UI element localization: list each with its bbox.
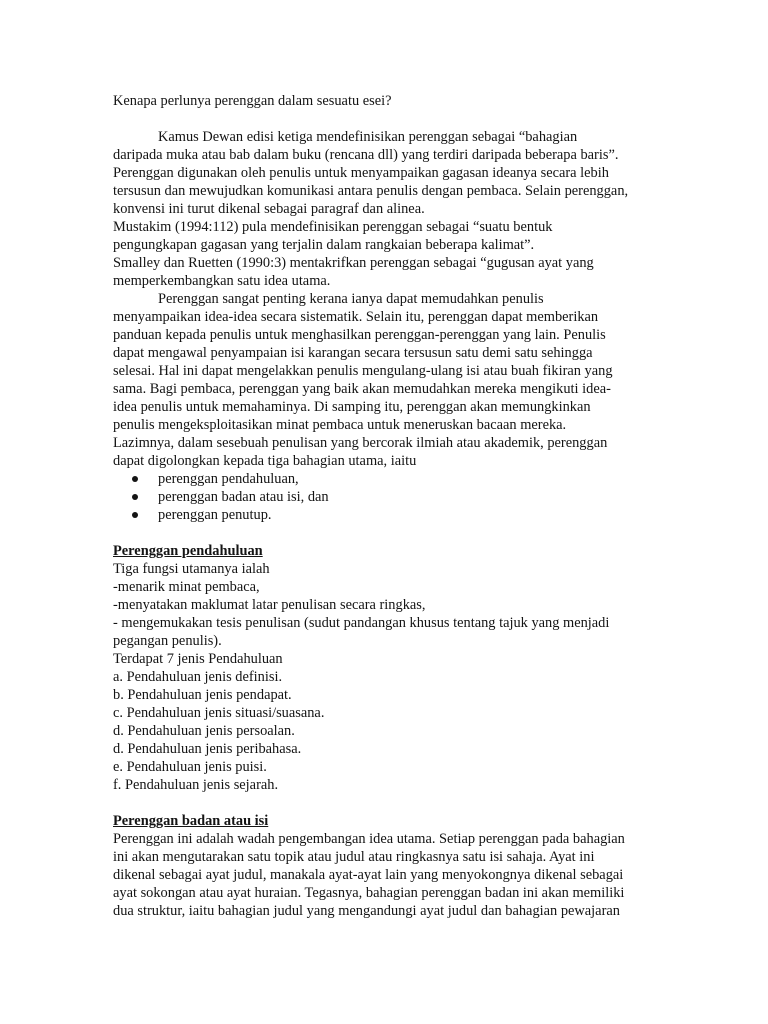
bullet-text: perenggan pendahuluan, xyxy=(158,471,299,487)
importance-line: penulis mengeksploitasikan minat pembaca untuk meneruskan bacaan mereka. xyxy=(113,417,567,433)
importance-paragraph xyxy=(113,290,673,470)
section-line: Tiga fungsi utamanya ialah xyxy=(113,561,270,577)
intro-line: Smalley dan Ruetten (1990:3) mentakrifkan perenggan sebagai “gugusan ayat yang xyxy=(113,255,594,271)
intro-paragraph xyxy=(113,128,673,290)
intro-line: Mustakim (1994:112) pula mendefinisikan perenggan sebagai “suatu bentuk xyxy=(113,219,553,235)
document-body xyxy=(113,92,673,920)
section-line: Perenggan ini adalah wadah pengembangan idea utama. Setiap perenggan pada bahagian xyxy=(113,831,625,847)
bullet-text: perenggan badan atau isi, dan xyxy=(158,489,329,505)
intro-line: tersusun dan mewujudkan komunikasi antara penulis dengan pembaca. Selain perenggan, xyxy=(113,183,629,199)
section-heading: Perenggan pendahuluan xyxy=(113,543,263,559)
importance-line: Lazimnya, dalam sesebuah penulisan yang bercorak ilmiah atau akademik, perenggan xyxy=(113,435,608,451)
blank-line xyxy=(113,524,673,542)
section-line: c. Pendahuluan jenis situasi/suasana. xyxy=(113,705,325,721)
section-line: - mengemukakan tesis penulisan (sudut pandangan khusus tentang tajuk yang menjadi xyxy=(113,615,610,631)
section-line: f. Pendahuluan jenis sejarah. xyxy=(113,777,279,793)
section-line: e. Pendahuluan jenis puisi. xyxy=(113,759,267,775)
importance-line: selesai. Hal ini dapat mengelakkan penulis mengulang-ulang isi atau buah fikiran yang xyxy=(113,363,613,379)
intro-line: memperkembangkan satu idea utama. xyxy=(113,273,331,289)
section-line: d. Pendahuluan jenis persoalan. xyxy=(113,723,295,739)
section-line: dikenal sebagai ayat judul, manakala ayat-ayat lain yang menyokongnya dikenal sebagai xyxy=(113,867,624,883)
intro-line: daripada muka atau bab dalam buku (rencana dll) yang terdiri daripada beberapa baris”. xyxy=(113,147,619,163)
section-line: ini akan mengutarakan satu topik atau judul atau ringkasnya satu isi sahaja. Ayat ini xyxy=(113,849,595,865)
section-badan xyxy=(113,812,673,920)
importance-line: panduan kepada penulis untuk menghasilkan perenggan-perenggan yang lain. Penulis xyxy=(113,327,606,343)
bullet-list xyxy=(113,470,673,524)
bullet-text: perenggan penutup. xyxy=(158,507,272,523)
importance-line: Perenggan sangat penting kerana ianya dapat memudahkan penulis xyxy=(158,291,544,307)
importance-line: sama. Bagi pembaca, perenggan yang baik akan memudahkan mereka mengikuti idea- xyxy=(113,381,611,397)
section-line: d. Pendahuluan jenis peribahasa. xyxy=(113,741,302,757)
importance-line: dapat digolongkan kepada tiga bahagian utama, iaitu xyxy=(113,453,417,469)
section-line: a. Pendahuluan jenis definisi. xyxy=(113,669,283,685)
importance-line: menyampaikan idea-idea secara sistematik. Selain itu, perenggan dapat memberikan xyxy=(113,309,599,325)
section-line: pegangan penulis). xyxy=(113,633,222,649)
intro-line: konvensi ini turut dikenal sebagai paragraf dan alinea. xyxy=(113,201,425,217)
question-line: Kenapa perlunya perenggan dalam sesuatu esei? xyxy=(113,93,392,109)
bullet-dot-icon xyxy=(132,476,138,482)
importance-line: dapat mengawal penyampaian isi karangan secara tersusun satu demi satu sehingga xyxy=(113,345,593,361)
bullet-item xyxy=(113,470,673,488)
blank-line xyxy=(113,794,673,812)
intro-line: pengungkapan gagasan yang terjalin dalam rangkaian beberapa kalimat”. xyxy=(113,237,535,253)
intro-line: Perenggan digunakan oleh penulis untuk menyampaikan gagasan ideanya secara lebih xyxy=(113,165,609,181)
section-line: Terdapat 7 jenis Pendahuluan xyxy=(113,651,283,667)
bullet-dot-icon xyxy=(132,512,138,518)
section-line: ayat sokongan atau ayat huraian. Tegasnya, bahagian perenggan badan ini akan memiliki xyxy=(113,885,625,901)
section-line: -menarik minat pembaca, xyxy=(113,579,260,595)
section-heading: Perenggan badan atau isi xyxy=(113,813,269,829)
bullet-item xyxy=(113,488,673,506)
importance-line: idea penulis untuk memahaminya. Di samping itu, perenggan akan memungkinkan xyxy=(113,399,591,415)
bullet-item xyxy=(113,506,673,524)
section-pendahuluan xyxy=(113,542,673,794)
blank-line xyxy=(113,110,673,128)
section-line: -menyatakan maklumat latar penulisan secara ringkas, xyxy=(113,597,426,613)
section-line: b. Pendahuluan jenis pendapat. xyxy=(113,687,292,703)
bullet-dot-icon xyxy=(132,494,138,500)
intro-line: Kamus Dewan edisi ketiga mendefinisikan perenggan sebagai “bahagian xyxy=(158,129,578,145)
section-line: dua struktur, iaitu bahagian judul yang mengandungi ayat judul dan bahagian pewajaran xyxy=(113,903,620,919)
